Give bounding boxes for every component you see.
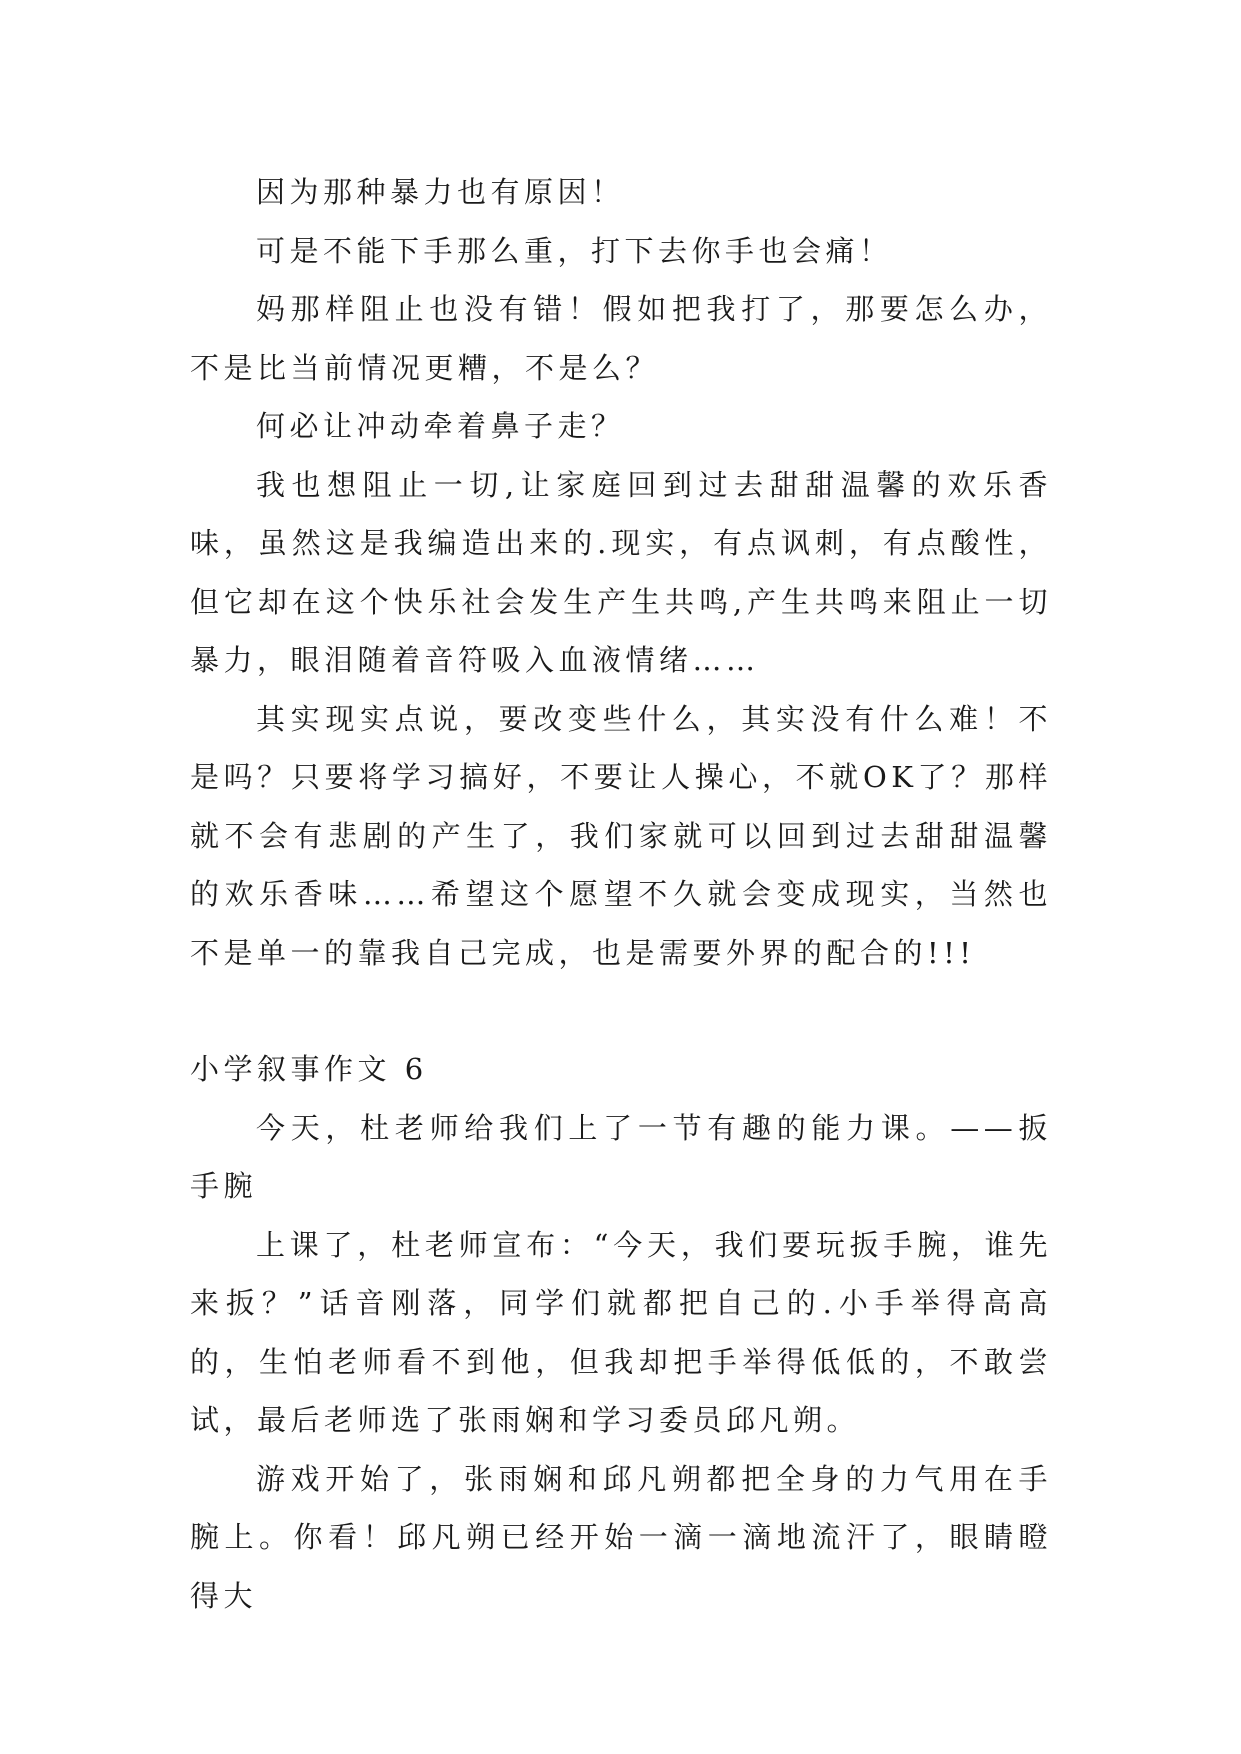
section-title: 小学叙事作文 6 — [190, 1052, 428, 1086]
document-body — [190, 163, 1052, 1625]
paragraph: 上课了，杜老师宣布：“今天，我们要玩扳手腕，谁先来扳？”话音刚落，同学们就都把自己的.小手举得高高的，生怕老师看不到他，但我却把手举得低低的，不敢尝试，最后老师选了张雨娴和学习委员邱凡朔。 — [190, 1227, 1052, 1437]
paragraph: 何必让冲动牵着鼻子走？ — [256, 409, 625, 443]
paragraph: 游戏开始了，张雨娴和邱凡朔都把全身的力气用在手腕上。你看！邱凡朔已经开始一滴一滴地流汗了，眼睛瞪得大 — [190, 1461, 1052, 1613]
paragraph: 我也想阻止一切,让家庭回到过去甜甜温馨的欢乐香味，虽然这是我编造出来的.现实，有点讽刺，有点酸性，但它却在这个快乐社会发生产生共鸣,产生共鸣来阻止一切暴力，眼泪随着音符吸入血液情绪…… — [190, 467, 1052, 677]
paragraph: 妈那样阻止也没有错！假如把我打了，那要怎么办，不是比当前情况更糟，不是么？ — [190, 292, 1052, 385]
paragraph: 可是不能下手那么重，打下去你手也会痛！ — [256, 233, 893, 268]
paragraph: 今天，杜老师给我们上了一节有趣的能力课。——扳手腕 — [190, 1110, 1052, 1203]
paragraph: 其实现实点说，要改变些什么，其实没有什么难！不是吗？只要将学习搞好，不要让人操心，不就OK了？那样就不会有悲剧的产生了，我们家就可以回到过去甜甜温馨的欢乐香味……希望这个愿望不久就会变成现实，当然也不是单一的靠我自己完成，也是需要外界的配合的!!! — [190, 701, 1052, 970]
paragraph: 因为那种暴力也有原因！ — [256, 175, 625, 209]
